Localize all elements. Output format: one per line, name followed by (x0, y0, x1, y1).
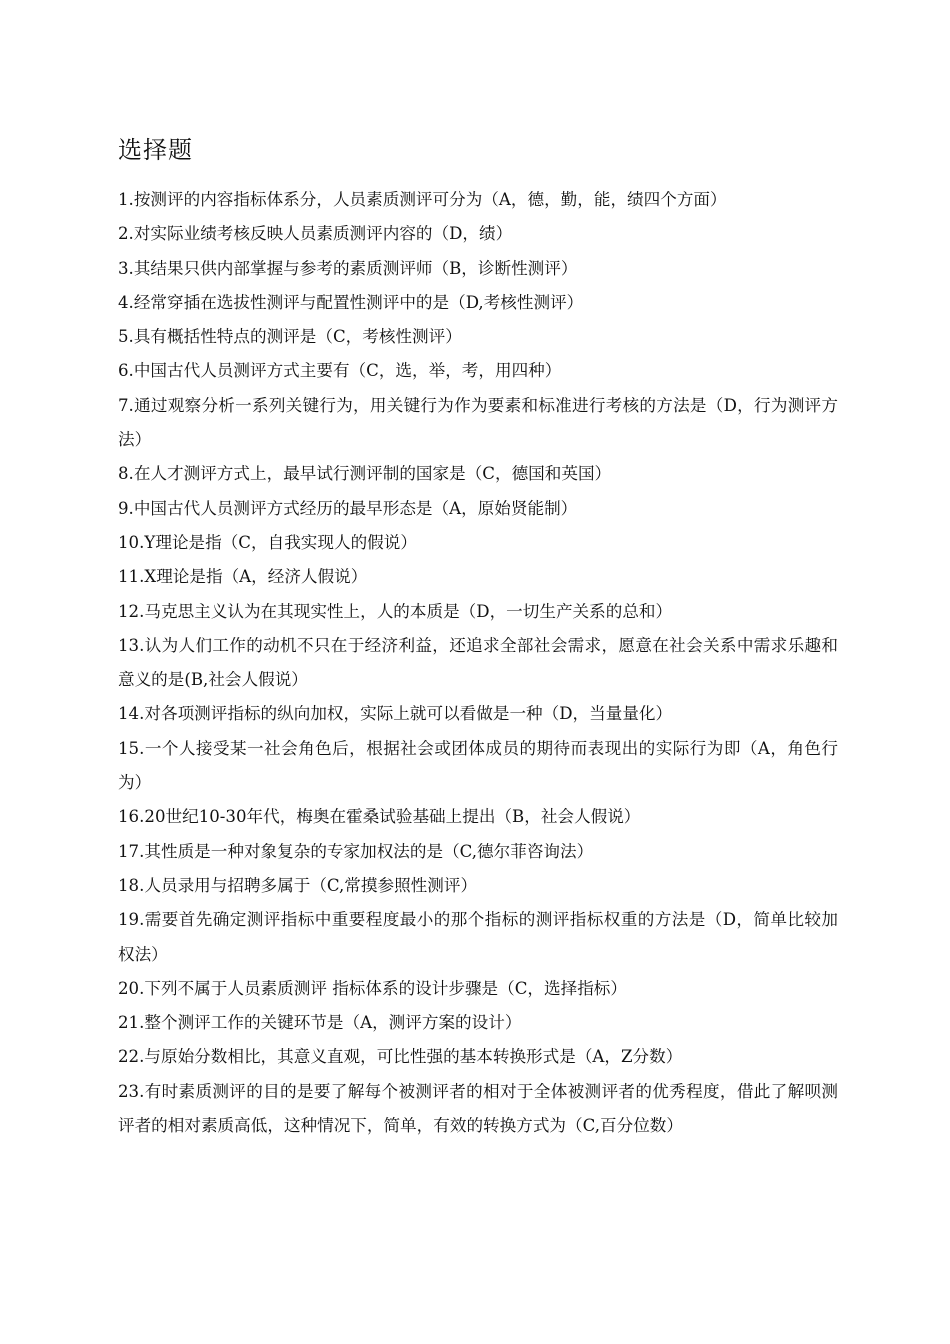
question-item-20: 20.下列不属于人员素质测评 指标体系的设计步骤是（C，选择指标） (118, 978, 627, 998)
question-item-11: 11.X理论是指（A，经济人假说） (118, 567, 368, 587)
question-item-15: 15.一个人接受某一社会角色后，根据社会或团体成员的期待而表现出的实际行为即（A，角色行为） (118, 738, 838, 793)
question-item-6: 6.中国古代人员测评方式主要有（C，选，举，考，用四种） (118, 361, 562, 381)
question-item-4: 4.经常穿插在选拔性测评与配置性测评中的是（D,考核性测评） (118, 292, 584, 312)
question-item-5: 5.具有概括性特点的测评是（C，考核性测评） (118, 327, 462, 347)
question-item-17: 17.其性质是一种对象复杂的专家加权法的是（C,德尔菲咨询法） (118, 841, 594, 861)
section-heading: 选择题 (118, 136, 193, 164)
question-item-18: 18.人员录用与招聘多属于（C,常摸参照性测评） (118, 875, 478, 895)
question-item-14: 14.对各项测评指标的纵向加权，实际上就可以看做是一种（D，当量量化） (118, 704, 673, 724)
question-item-19: 19.需要首先确定测评指标中重要程度最小的那个指标的测评指标权重的方法是（D，简单比较加权法） (118, 910, 838, 964)
question-item-22: 22.与原始分数相比，其意义直观，可比性强的基本转换形式是（A，Z分数） (118, 1047, 683, 1067)
question-item-23: 23.有时素质测评的目的是要了解每个被测评者的相对于全体被测评者的优秀程度，借此了解呗测评者的相对素质高低，这种情况下，简单，有效的转换方式为（C,百分位数） (118, 1081, 838, 1136)
question-item-21: 21.整个测评工作的关键环节是（A，测评方案的设计） (118, 1013, 522, 1033)
question-item-1: 1.按测评的内容指标体系分，人员素质测评可分为（A，德，勤，能，绩四个方面） (118, 190, 727, 209)
question-item-9: 9.中国古代人员测评方式经历的最早形态是（A，原始贤能制） (118, 498, 578, 518)
question-item-13: 13.认为人们工作的动机不只在于经济利益，还追求全部社会需求，愿意在社会关系中需求乐趣和意义的是(B,社会人假说） (118, 635, 838, 690)
question-item-7: 7.通过观察分析一系列关键行为，用关键行为作为要素和标准进行考核的方法是（D，行为测评方法） (118, 395, 838, 450)
question-item-10: 10.Y理论是指（C，自我实现人的假说） (118, 532, 417, 552)
question-item-8: 8.在人才测评方式上，最早试行测评制的国家是（C，德国和英国） (118, 464, 612, 484)
question-item-3: 3.其结果只供内部掌握与参考的素质测评师（B，诊断性测评） (118, 258, 578, 278)
question-item-16: 16.20世纪10-30年代，梅奥在霍桑试验基础上提出（B，社会人假说） (118, 807, 641, 827)
question-list (118, 183, 838, 1143)
question-item-2: 2.对实际业绩考核反映人员素质测评内容的（D，绩） (118, 224, 513, 244)
question-item-12: 12.马克思主义认为在其现实性上，人的本质是（D，一切生产关系的总和） (118, 601, 673, 621)
